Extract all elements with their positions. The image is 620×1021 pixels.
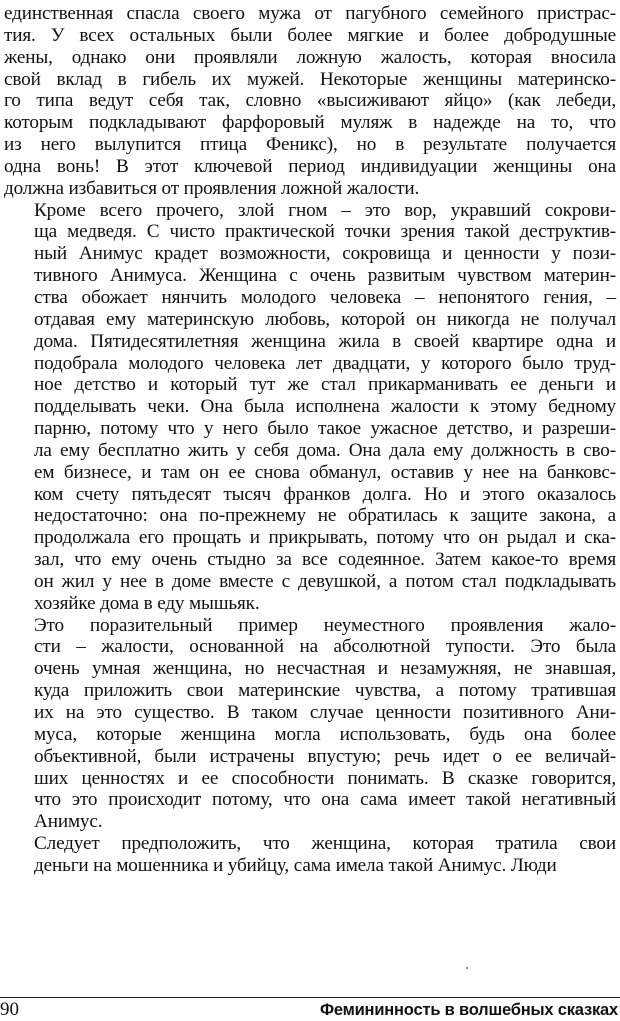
text-line: подделывать чеки. Она была исполнена жалости к этому бедному — [34, 396, 616, 418]
text-line: подобрала молодого человека лет двадцати, у которого было труд- — [34, 352, 616, 374]
text-line: он жил у нее в доме вместе с девушкой, а потом стал подкладывать — [34, 570, 616, 592]
text-line: жены, однако они проявляли ложную жалость, которая вносила — [4, 46, 616, 68]
text-line: недостаточно: она по-прежнему не обратилась к защите закона, а — [34, 505, 616, 527]
text-line: зал, что ему очень стыдно за все содеянное. Затем какое-то время — [34, 549, 616, 571]
text-line: Кроме всего прочего, злой гном – это вор, укравший сокрови- — [34, 199, 616, 221]
text-line: хозяйке дома в еду мышьяк. — [34, 592, 260, 614]
text-line: муса, которые женщина могла использовать, будь она более — [34, 723, 616, 745]
running-title: Фемининность в волшебных сказках — [319, 1001, 618, 1019]
text-line: Это поразительный пример неуместного проявления жало- — [34, 614, 616, 636]
text-line: отдавая ему материнскую любовь, которой он никогда не получал — [34, 308, 616, 330]
text-line: ком счету пятьдесят тысяч франков долга. Но и этого оказалось — [34, 483, 616, 505]
paragraph — [4, 200, 616, 615]
text-line: одна вонь! В этот ключевой период индивидуации женщины она — [4, 155, 616, 177]
text-line: ства обожает нянчить молодого человека – непонятого гения, – — [34, 286, 616, 308]
text-line: тивного Анимуса. Женщина с очень развитым чувством материн- — [34, 265, 616, 287]
paragraph — [4, 615, 616, 833]
text-line: деньги на мошенника и убийцу, сама имела такой Анимус. Люди — [34, 854, 557, 876]
text-line: очень умная женщина, но несчастная и незамужняя, не знавшая, — [34, 658, 616, 680]
footer-rule — [0, 997, 620, 998]
text-line: куда приложить свои материнские чувства, а потому тратившая — [34, 680, 616, 702]
text-line: парню, потому что у него было такое ужасное детство, и разреши- — [34, 418, 616, 440]
text-line: Анимус. — [34, 811, 103, 833]
paragraph — [4, 3, 616, 200]
text-line: ших ценностях и ее способности понимать. В сказке говорится, — [34, 767, 616, 789]
text-line: сти – жалости, основанной на абсолютной тупости. Это была — [34, 636, 616, 658]
text-line: должна избавиться от проявления ложной жалости. — [4, 177, 420, 199]
text-line: тия. У всех остальных были более мягкие и более добродушные — [4, 24, 616, 46]
text-line: из него вылупится птица Феникс), но в результате получается — [4, 134, 616, 156]
text-line: ща медведя. С чисто практической точки зрения такой деструктив- — [34, 221, 616, 243]
text-line: го типа ведут себя так, словно «высиживают яйцо» (как лебеди, — [4, 90, 616, 112]
text-line: дома. Пятидесятилетняя женщина жила в своей квартире одна и — [34, 330, 616, 352]
text-line: Следует предположить, что женщина, которая тратила свои — [34, 833, 616, 855]
page-number: 90 — [0, 999, 19, 1020]
text-line: ла ему бесплатно жить у себя дома. Она дала ему должность в сво- — [34, 439, 616, 461]
text-line: продолжала его прощать и прикрывать, потому что он рыдал и ска- — [34, 527, 616, 549]
text-line: ем бизнесе, и там он ее снова обманул, оставив у нее на банковс- — [34, 461, 616, 483]
text-line: свой вклад в гибель их мужей. Некоторые женщины материнско- — [4, 68, 616, 90]
text-line: их на это существо. В таком случае ценности позитивного Ани- — [34, 702, 616, 723]
text-line: которым подкладывают фарфоровый муляж в надежде на то, что — [4, 112, 616, 134]
scan-speck — [466, 967, 468, 969]
text-line: что это происходит потому, что она сама имеет такой негативный — [34, 789, 616, 811]
body-text — [4, 3, 616, 877]
text-line: единственная спасла своего мужа от пагубного семейного пристрас- — [4, 3, 616, 24]
text-line: объективной, были истрачены впустую; речь идет о ее величай- — [34, 745, 616, 767]
text-line: ный Анимус крадет возможности, сокровища и ценности у пози- — [34, 243, 616, 265]
paragraph — [4, 833, 616, 877]
text-line: ное детство и который тут же стал прикарманивать ее деньги и — [34, 374, 616, 396]
